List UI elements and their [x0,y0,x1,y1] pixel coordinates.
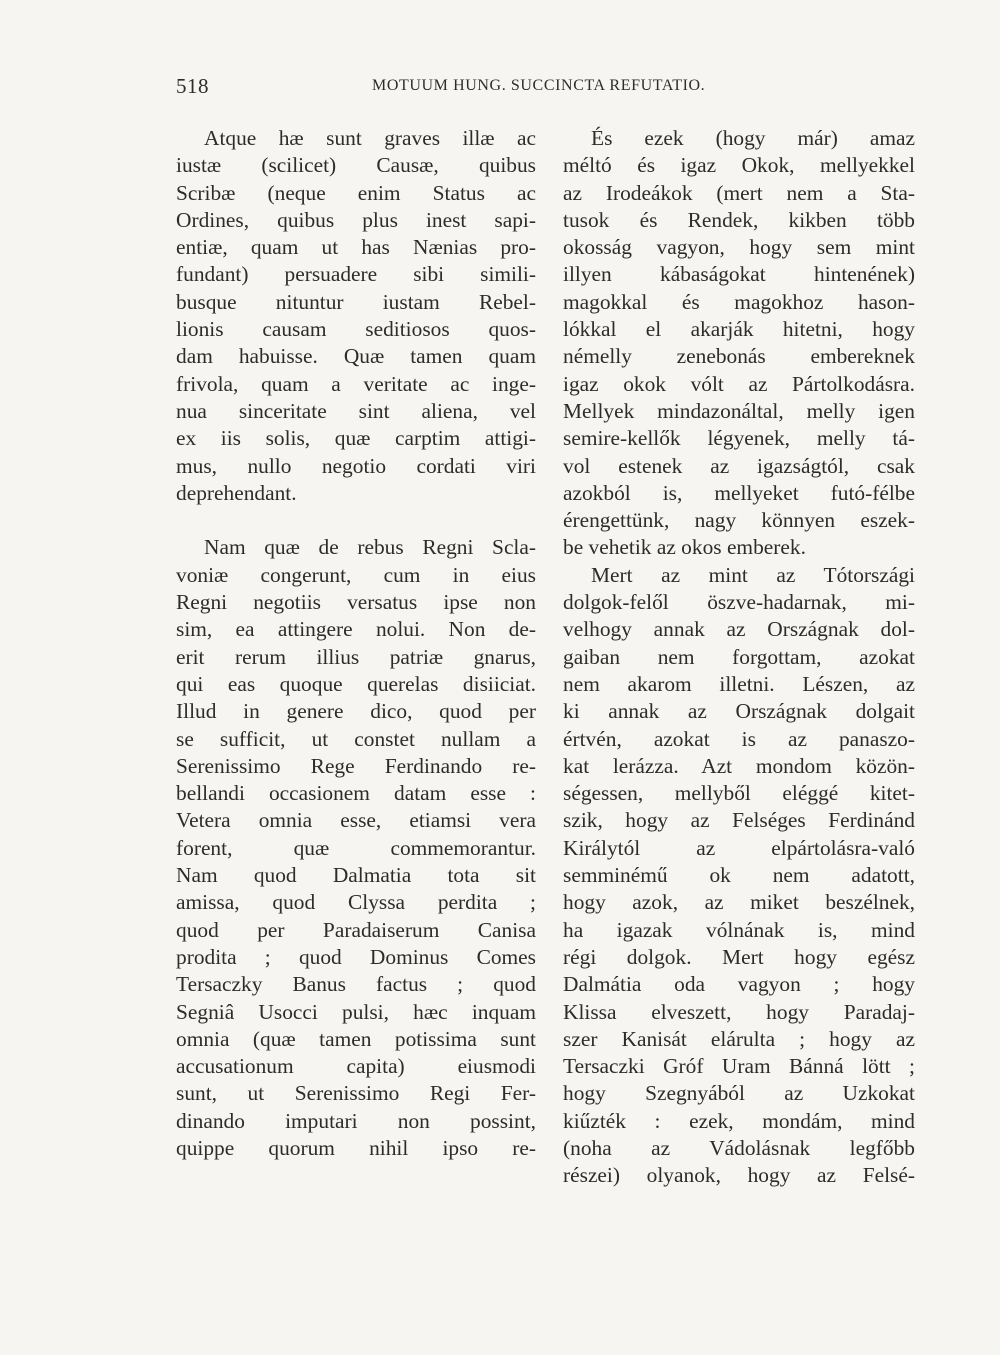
text-line: entiæ, quam ut has Nænias pro- [176,235,536,260]
text-line: forent, quæ commemorantur. [176,835,536,860]
text-line: Királytól az elpártolásra-való [563,835,915,860]
text-line: semminémű ok nem adatott, [563,863,915,888]
text-line: Illud in genere dico, quod per [176,699,536,724]
text-line: némelly zenebonás embereknek [563,344,915,369]
hungarian-paragraph-2 [563,562,915,1190]
latin-column [176,125,536,1162]
text-line: Tersaczky Banus factus ; quod [176,972,536,997]
text-line: iustæ (scilicet) Causæ, quibus [176,153,536,178]
text-line: Regni negotiis versatus ipse non [176,590,536,615]
text-line: fundant) persuadere sibi simili- [176,262,536,287]
text-line: azokból is, mellyeket futó-félbe [563,480,915,505]
text-line: szik, hogy az Felséges Ferdinánd [563,808,915,833]
page-header [176,74,916,104]
text-line: Dalmátia oda vagyon ; hogy [563,972,915,997]
text-line: se sufficit, ut constet nullam a [176,726,536,751]
page-number: 518 [176,74,209,98]
text-line: Tersaczki Gróf Uram Bánná lött ; [563,1054,915,1079]
latin-paragraph-2 [176,534,536,1162]
text-line: omnia (quæ tamen potissima sunt [176,1026,536,1051]
text-line: bellandi occasionem datam esse : [176,781,536,806]
text-line: lókkal el akarják hitetni, hogy [563,317,915,342]
text-line: méltó és igaz Okok, mellyekkel [563,153,915,178]
text-line: sim, ea attingere nolui. Non de- [176,617,536,642]
text-line: deprehendant. [176,480,297,505]
text-line: velhogy annak az Országnak dol- [563,617,915,642]
text-line: kiűzték : ezek, mondám, mind [563,1108,915,1133]
text-line: gaiban nem forgottam, azokat [563,644,915,669]
text-line: erit rerum illius patriæ gnarus, [176,644,536,669]
text-line: hogy azok, az miket beszélnek, [563,890,915,915]
text-line: dinando imputari non possint, [176,1108,536,1133]
hungarian-paragraph-1 [563,125,915,562]
text-line: szer Kanisát elárulta ; hogy az [563,1026,915,1051]
text-line: Klissa elveszett, hogy Paradaj- [563,999,915,1024]
text-line: ha igazak vólnának is, mind [563,917,915,942]
text-line: igaz okok vólt az Pártolkodásra. [563,371,915,396]
text-line: prodita ; quod Dominus Comes [176,944,536,969]
text-line: Mert az mint az Tótországi [591,562,915,587]
text-line: tusok és Rendek, kikben több [563,207,915,232]
text-line: Atque hæ sunt graves illæ ac [204,126,536,150]
text-line: vol estenek az igazságtól, csak [563,453,915,478]
text-line: Nam quæ de rebus Regni Scla- [204,535,536,560]
text-line: nua sinceritate sint aliena, vel [176,398,536,423]
text-line: (noha az Vádolásnak legfőbb [563,1135,915,1160]
text-line: busque nituntur iustam Rebel- [176,289,536,314]
text-line: okosság vagyon, hogy sem mint [563,235,915,260]
text-line: értvén, azokat is az panaszo- [563,726,915,751]
text-line: Ordines, quibus plus inest sapi- [176,207,536,232]
text-line: hogy Szegnyából az Uzkokat [563,1081,915,1106]
text-line: az Irodeákok (mert nem a Sta- [563,180,915,205]
text-line: Mellyek mindazonáltal, melly igen [563,398,915,423]
text-line: Nam quod Dalmatia tota sit [176,863,536,888]
text-line: dam habuisse. Quæ tamen quam [176,344,536,369]
text-line: illyen kábaságokat hintenének) [563,262,915,287]
text-line: quod per Paradaiserum Canisa [176,917,536,942]
text-line: frivola, quam a veritate ac inge- [176,371,536,396]
text-line: Scribæ (neque enim Status ac [176,180,536,205]
text-line: érengettünk, nagy könnyen eszek- [563,508,915,533]
text-line: magokkal és magokhoz hason- [563,289,915,314]
text-line: mus, nullo negotio cordati viri [176,453,536,478]
text-line: nem akarom illetni. Lészen, az [563,671,915,696]
text-line: lionis causam seditiosos quos- [176,317,536,342]
text-line: És ezek (hogy már) amaz [591,126,915,150]
text-line: Serenissimo Rege Ferdinando re- [176,753,536,778]
text-line: ki annak az Országnak dolgait [563,699,915,724]
hungarian-column [563,125,915,1190]
text-line: kat lerázza. Azt mondom közön- [563,753,915,778]
text-line: részei) olyanok, hogy az Felsé- [563,1163,915,1188]
running-head: MOTUUM HUNG. SUCCINCTA REFUTATIO. [372,77,706,94]
text-line: Vetera omnia esse, etiamsi vera [176,808,536,833]
text-line: accusationum capita) eiusmodi [176,1054,536,1079]
text-line: be vehetik az okos emberek. [563,535,806,560]
text-line: Segniâ Usocci pulsi, hæc inquam [176,999,536,1024]
text-line: ex iis solis, quæ carptim attigi- [176,426,536,451]
text-line: quippe quorum nihil ipso re- [176,1135,536,1160]
latin-paragraph-1 [176,125,536,507]
text-line: sunt, ut Serenissimo Regi Fer- [176,1081,536,1106]
text-line: régi dolgok. Mert hogy egész [563,944,915,969]
text-line: semire-kellők légyenek, melly tá- [563,426,915,451]
text-line: qui eas quoque querelas disiiciat. [176,671,536,696]
text-line: dolgok-felől öszve-hadarnak, mi- [563,590,915,615]
text-line: ségessen, mellyből eléggé kitet- [563,781,915,806]
text-line: amissa, quod Clyssa perdita ; [176,890,536,915]
text-line: voniæ congerunt, cum in eius [176,562,536,587]
